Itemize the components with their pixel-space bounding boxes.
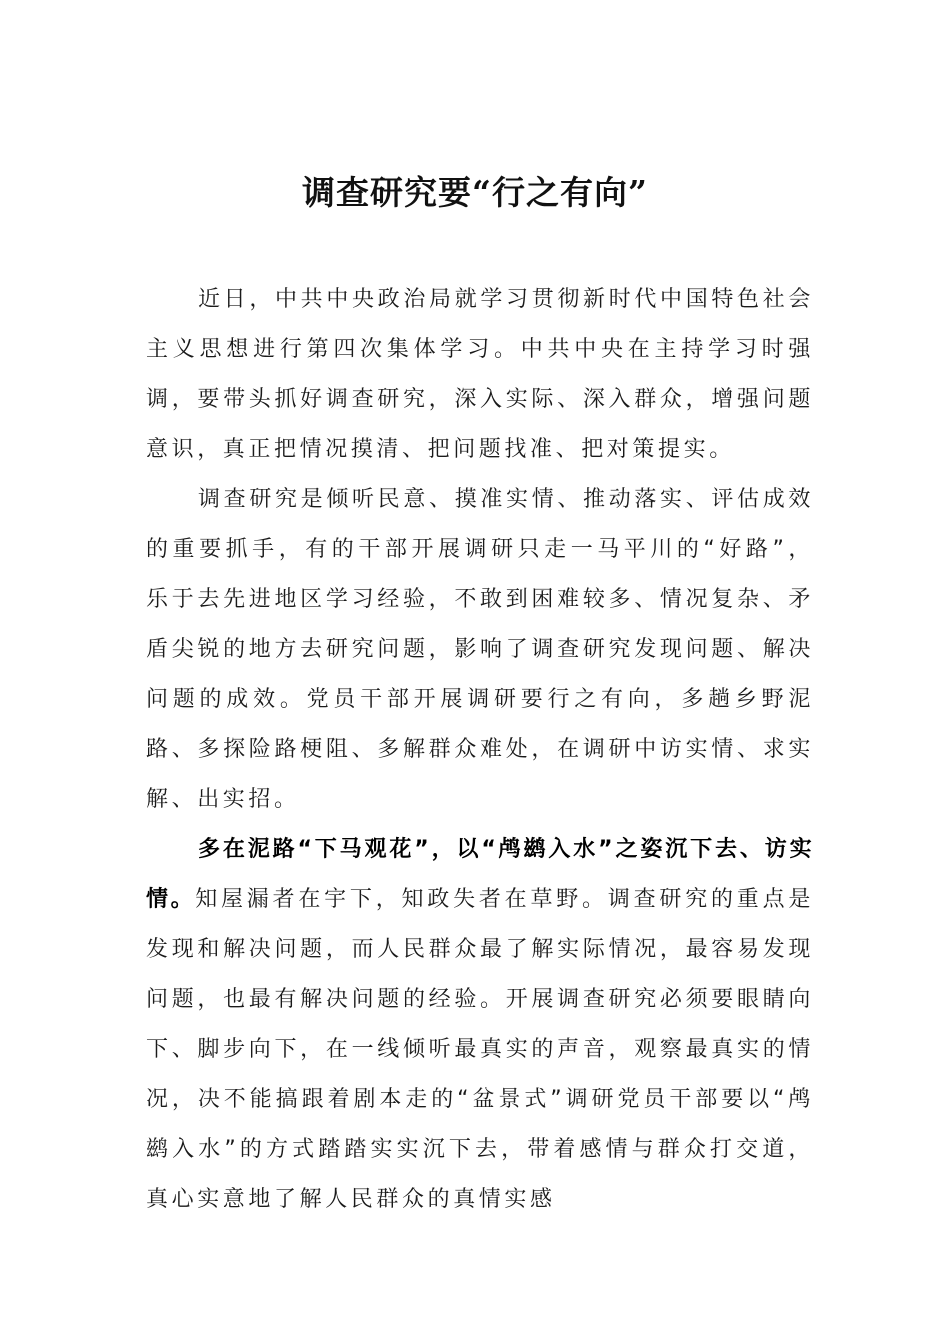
paragraph-research-importance	[146, 475, 814, 825]
document-title: 调查研究要“行之有向”	[302, 173, 648, 212]
document-body	[146, 275, 814, 1225]
paragraph-text: 近日，中共中央政治局就学习贯彻新时代中国特色社会主义思想进行第四次集体学习。中共中央在主持学习时强调，要带头抓好调查研究，深入实际、深入群众，增强问题意识，真正把情况摸清、把问题找准、把对策提实。	[146, 287, 814, 462]
paragraph-text: 知屋漏者在宇下，知政失者在草野。调查研究的重点是发现和解决问题，而人民群众最了解实际情况，最容易发现问题，也最有解决问题的经验。开展调查研究必须要眼睛向下、脚步向下，在一线倾听最真实的声音，观察最真实的情况，决不能搞跟着剧本走的“盆景式”调研党员干部要以“鸬鹚入水”的方式踏踏实实沉下去，带着感情与群众打交道，真心实意地了解人民群众的真情实感	[146, 887, 814, 1212]
paragraph-mud-road	[146, 825, 814, 1225]
paragraph-intro	[146, 275, 814, 475]
section-heading: 多在泥路“下马观花”，以“鸬鹚入水”之姿沉下去、访实情。	[146, 837, 814, 912]
paragraph-text: 调查研究是倾听民意、摸准实情、推动落实、评估成效的重要抓手，有的干部开展调研只走一马平川的“好路”，乐于去先进地区学习经验，不敢到困难较多、情况复杂、矛盾尖锐的地方去研究问题，影响了调查研究发现问题、解决问题的成效。党员干部开展调研要行之有向，多趟乡野泥路、多探险路梗阻、多解群众难处，在调研中访实情、求实解、出实招。	[146, 487, 814, 812]
